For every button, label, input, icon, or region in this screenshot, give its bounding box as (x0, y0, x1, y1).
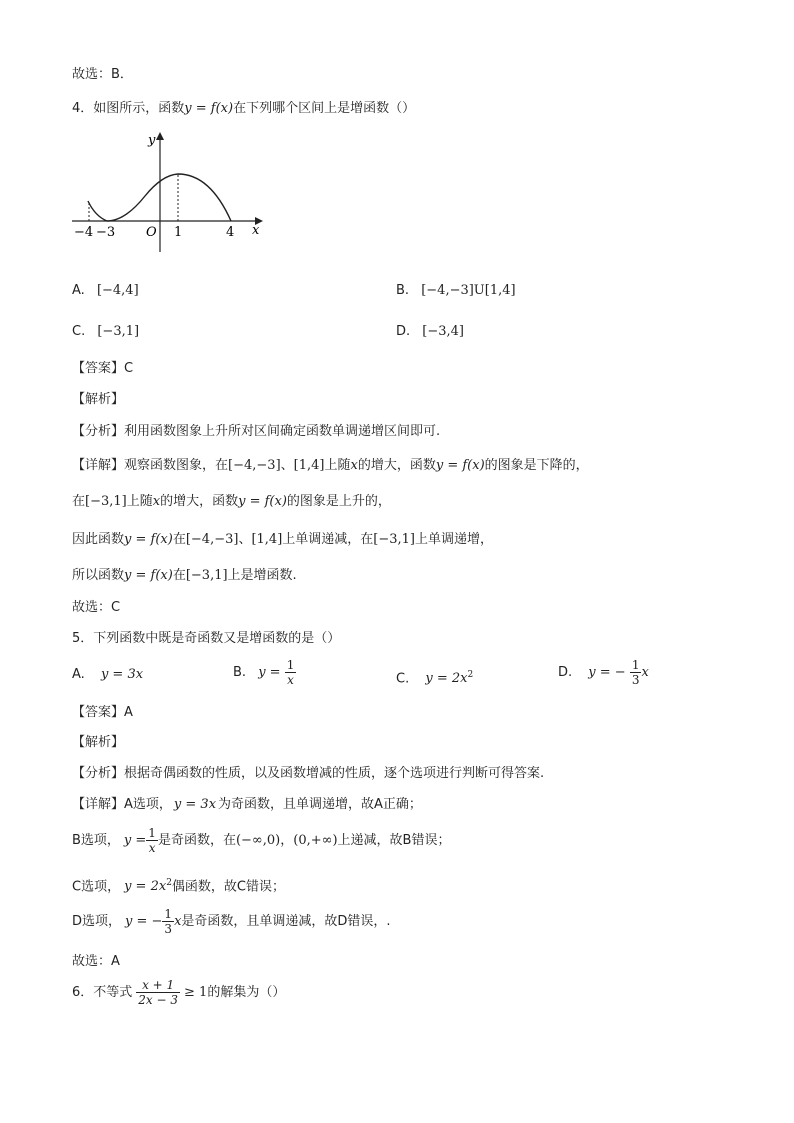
denominator: 3 (631, 673, 640, 687)
q6-fraction (136, 978, 180, 1007)
func: y = f(x) (124, 568, 173, 583)
tick-label-neg3: −3 (96, 225, 116, 240)
q4-option-a[interactable] (72, 282, 139, 300)
q4-xiangjie-line3 (72, 531, 493, 549)
denominator: x (148, 841, 156, 855)
interval: (0,+∞) (293, 833, 338, 848)
q5-fenxi (72, 765, 544, 783)
t: 所以函数 (72, 568, 125, 583)
q4-option-b[interactable] (396, 282, 516, 300)
q5-option-c-letter: C. (396, 671, 410, 687)
q5-option-d-letter: D. (558, 665, 573, 680)
t: 上随 (126, 494, 153, 509)
tick-label-neg4: −4 (74, 225, 94, 240)
t: 观察函数图象，在 (124, 458, 229, 473)
q4-stem (72, 100, 415, 118)
interval: [1,4] (251, 532, 283, 547)
t: 上随 (324, 458, 351, 473)
q5-xiangjie-tag: 【详解】 (72, 797, 125, 812)
tail: x (174, 914, 182, 929)
t: ， (280, 833, 294, 848)
t: 是奇函数，在 (157, 833, 236, 848)
q4-answer (72, 360, 133, 378)
t: 上单调递减，在 (282, 532, 374, 547)
q4-stem-fx: y = f(x) (184, 101, 234, 116)
q5-option-c-expr: y = 2x (425, 671, 468, 687)
func: y = f(x) (124, 532, 173, 547)
numerator: 1 (286, 658, 295, 672)
q5-option-d-fraction (630, 658, 642, 687)
q4-final: 故选：C (72, 600, 121, 615)
q5-option-c-sup: 2 (467, 670, 474, 680)
q5-answer (72, 704, 133, 722)
q4-function-graph (70, 128, 270, 258)
x-axis-label: x (252, 223, 260, 238)
q5-xiangjie-d (72, 907, 391, 936)
q4-option-d-letter: D. (396, 324, 411, 339)
interval: (−∞,0) (235, 833, 281, 848)
q5-option-d[interactable] (558, 658, 649, 687)
t: 的图象是下降的， (484, 458, 589, 473)
var-x: x (152, 494, 161, 509)
q5-xiangjie-b (72, 826, 450, 855)
sup: 2 (166, 878, 172, 888)
q5-stem: 5．下列函数中既是奇函数又是增函数的是（） (72, 631, 341, 646)
q4-option-a-letter: A. (72, 283, 85, 298)
q5-xb-fraction (146, 826, 158, 855)
q5-xd-fraction (162, 907, 174, 936)
t: 、 (280, 458, 294, 473)
q5-option-d-tail: x (641, 665, 649, 680)
func: y = f(x) (238, 494, 287, 509)
tick-label-1: 1 (174, 225, 183, 240)
q4-xiangjie-tag: 【详解】 (72, 458, 125, 473)
origin-label: O (146, 225, 157, 240)
q4-option-c[interactable] (72, 323, 139, 341)
t: D选项， (72, 914, 122, 929)
q4-stem-b: 在下列哪个区间上是增函数（） (233, 101, 416, 116)
t: A选项， (124, 797, 172, 812)
q5-answer-value: A (124, 705, 133, 720)
q4-xiangjie-line1 (72, 457, 589, 475)
answer-prev: 故选：B． (72, 67, 133, 82)
q5-option-b-letter: B. (233, 665, 247, 680)
q4-answer-tag: 【答案】 (72, 361, 125, 376)
expr: y = 2x (124, 879, 167, 895)
t: C选项， (72, 879, 121, 895)
q5-option-a-expr: y = 3x (100, 667, 144, 682)
t: 在 (72, 494, 86, 509)
expr: y = 3x (173, 797, 217, 812)
q5-fenxi-text: 根据奇偶函数的性质，以及函数增减的性质，逐个选项进行判断可得答案. (124, 766, 545, 781)
q4-option-c-letter: C. (72, 324, 86, 339)
t: 上递减，故B错误； (337, 833, 451, 848)
q4-fenxi-tag: 【分析】 (72, 424, 125, 439)
interval: [−3,1] (185, 568, 228, 583)
tick-label-4: 4 (226, 225, 235, 240)
t: 在 (172, 532, 186, 547)
t: 的增大，函数 (160, 494, 239, 509)
y-axis-label: y (148, 133, 156, 148)
t: 的增大，函数 (357, 458, 436, 473)
q5-option-b-lhs: y = (258, 665, 281, 680)
t: 上单调递增， (415, 532, 494, 547)
q4-option-d-text: [−3,4] (422, 324, 465, 339)
q5-xiangjie-c (72, 874, 285, 896)
q4-xiangjie-line4 (72, 567, 297, 585)
t: B选项， (72, 833, 120, 848)
t: 偶函数，故C错误； (171, 879, 285, 895)
denominator: 3 (164, 922, 173, 936)
numerator: x + 1 (136, 978, 180, 993)
q4-fenxi (72, 423, 440, 441)
q6-relation: ≥ 1 (184, 985, 208, 1000)
q4-analysis-tag: 【解析】 (72, 392, 125, 407)
y-axis-arrow (156, 132, 164, 140)
numerator: 1 (164, 907, 173, 921)
q4-fenxi-text: 利用函数图象上升所对区间确定函数单调递增区间即可. (124, 424, 441, 439)
numerator: 1 (631, 658, 640, 672)
q4-xiangjie-line2 (72, 493, 391, 511)
q6-stem (72, 978, 285, 1007)
t: 的图象是上升的， (286, 494, 391, 509)
q5-option-d-lhs: y = − (588, 665, 626, 680)
q6-stem-b: 的解集为（） (207, 985, 286, 1000)
q5-option-a[interactable] (72, 666, 143, 684)
func: y = f(x) (435, 458, 485, 473)
q4-option-a-text: [−4,4] (96, 283, 139, 298)
q6-stem-a: 6．不等式 (72, 985, 133, 1000)
t: 上是增函数. (227, 568, 297, 583)
interval: [1,4] (293, 458, 325, 473)
t: 是奇函数，且单调递减，故D错误，. (181, 914, 391, 929)
q5-option-a-letter: A. (72, 667, 85, 682)
numerator: 1 (148, 826, 156, 840)
q4-option-c-text: [−3,1] (97, 324, 140, 339)
q5-final: 故选：A (72, 954, 120, 969)
t: 为奇函数，且单调递增，故A正确； (218, 797, 422, 812)
q5-option-b[interactable] (233, 658, 296, 687)
interval: [−4,−3] (228, 458, 281, 473)
q4-answer-value: C (124, 361, 134, 376)
interval: [−4,−3] (185, 532, 239, 547)
t: 在 (172, 568, 186, 583)
lhs: y = − (125, 914, 163, 929)
q4-option-d[interactable] (396, 323, 464, 341)
lhs: y = (123, 833, 147, 848)
t: 、 (238, 532, 252, 547)
q5-answer-tag: 【答案】 (72, 705, 125, 720)
q5-analysis-tag: 【解析】 (72, 735, 125, 750)
q5-option-b-fraction (285, 658, 297, 687)
q4-stem-a: 4．如图所示，函数 (72, 101, 185, 116)
t: 因此函数 (72, 532, 125, 547)
interval: [−3,1] (85, 494, 127, 509)
var-x: x (350, 458, 358, 473)
denominator: x (287, 673, 294, 687)
q4-option-b-letter: B. (396, 283, 410, 298)
interval: [−3,1] (373, 532, 416, 547)
q5-option-c[interactable] (396, 666, 473, 688)
denominator: 2x − 3 (138, 993, 179, 1007)
q5-xiangjie-a (72, 796, 422, 814)
q4-option-b-text: [−4,−3]U[1,4] (421, 283, 516, 298)
q5-fenxi-tag: 【分析】 (72, 766, 125, 781)
